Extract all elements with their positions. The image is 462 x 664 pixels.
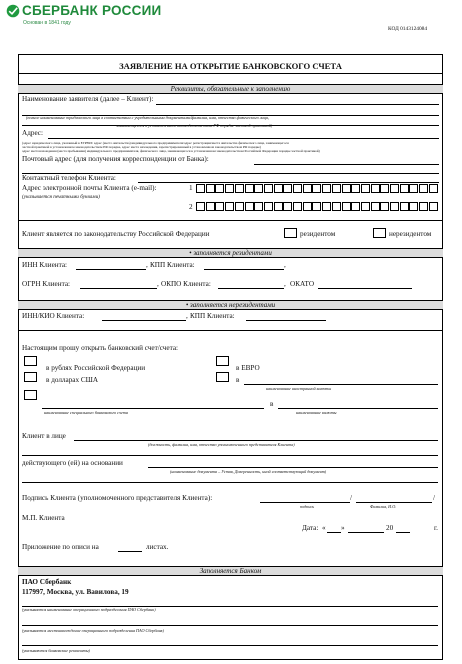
- resident-option-label: резидентом: [300, 230, 336, 238]
- email-char-cell[interactable]: [235, 202, 244, 211]
- email-char-cell[interactable]: [293, 184, 302, 193]
- resident-checkbox[interactable]: [284, 228, 297, 238]
- okato-label: ОКАТО: [290, 280, 315, 288]
- usd-label: в долларах США: [46, 376, 99, 384]
- email-char-cell[interactable]: [206, 184, 215, 193]
- nonresident-checkbox[interactable]: [373, 228, 386, 238]
- special-account-hint: наименование специального банковского счета: [44, 410, 128, 415]
- special-currency-hint: наименование валюты: [296, 410, 337, 415]
- bullet-icon: •: [189, 249, 194, 257]
- email-char-cell[interactable]: [400, 202, 409, 211]
- email-char-cell[interactable]: [206, 202, 215, 211]
- ogrn-field[interactable]: [80, 288, 157, 289]
- email-char-cell[interactable]: [429, 202, 438, 211]
- email-char-cell[interactable]: [235, 184, 244, 193]
- basis-field-2[interactable]: [22, 482, 438, 483]
- bank-address-value: 117997, Москва, ул. Вавилова, 19: [22, 588, 129, 596]
- stamp-label: М.П. Клиента: [22, 514, 65, 522]
- email-char-cell[interactable]: [245, 202, 254, 211]
- date-open-quote: «: [322, 524, 326, 532]
- address-label: Адрес:: [22, 129, 43, 137]
- basis-hint: (наименование документа – Устав, Доверенность, иной соответствующий документ): [170, 469, 327, 474]
- email-char-cell[interactable]: [225, 184, 234, 193]
- email-row-1-number: 1: [189, 184, 193, 192]
- email-char-cell[interactable]: [196, 184, 205, 193]
- required-band: Реквизиты, обязательные к заполнению: [18, 84, 443, 94]
- bank-founded: Основан в 1841 году: [23, 20, 71, 26]
- residents-band-label: заполняется резидентами: [193, 249, 272, 257]
- email-char-cell[interactable]: [254, 202, 263, 211]
- nonresidents-band-label: заполняется нерезидентами: [190, 301, 276, 309]
- email-char-cell[interactable]: [225, 202, 234, 211]
- comma-1: ,: [146, 261, 148, 269]
- email-char-cell[interactable]: [303, 184, 312, 193]
- comma-5: ,: [186, 312, 188, 320]
- bank-location-field[interactable]: [22, 625, 438, 626]
- email-char-cell[interactable]: [322, 202, 331, 211]
- email-char-cell[interactable]: [380, 184, 389, 193]
- special-account-checkbox[interactable]: [24, 390, 37, 400]
- person-field-2[interactable]: [22, 455, 438, 456]
- inn-label: ИНН Клиента:: [22, 261, 68, 269]
- email-char-cell[interactable]: [390, 184, 399, 193]
- applicant-name-label: Наименование заявителя (далее – Клиент):: [22, 95, 154, 103]
- email-hint: (указывается печатными буквами): [22, 194, 100, 200]
- applicant-name-field[interactable]: [156, 104, 439, 105]
- email-char-cell[interactable]: [312, 202, 321, 211]
- ogrn-label: ОГРН Клиента:: [22, 280, 71, 288]
- email-char-cell[interactable]: [264, 202, 273, 211]
- address-hint-1: (адрес юридического лица, указанный в ЕГРЮЛ/ адрес (место жительства) индивидуального предпринимателя/адрес регистрации/места жительства физического лица, занимающегося: [22, 141, 289, 145]
- bank-location-hint: (указывается местонахождение операционного подразделения ПАО Сбербанк): [22, 628, 165, 633]
- form-code: КОД 0143124084: [388, 26, 428, 32]
- inn-kio-field[interactable]: [102, 320, 186, 321]
- bullet-icon: •: [185, 301, 191, 309]
- other-currency-checkbox[interactable]: [216, 372, 229, 382]
- kpp-label: КПП Клиента:: [150, 261, 195, 269]
- request-intro: Настоящим прошу открыть банковский счет/счета:: [22, 344, 179, 352]
- email-char-cell[interactable]: [332, 202, 341, 211]
- signature-field[interactable]: [260, 502, 350, 503]
- special-account-in: в: [270, 400, 274, 408]
- comma-2: ,: [284, 261, 286, 269]
- rub-checkbox[interactable]: [24, 356, 37, 366]
- email-char-cell[interactable]: [332, 184, 341, 193]
- other-currency-hint: наименование иностранной валюты: [266, 386, 332, 391]
- applicant-name-hint-1: (полное наименование юридического лица в соответствии с учредительными документами/фамилия, имя, отчество физического лица,: [26, 115, 269, 120]
- email-char-cell[interactable]: [351, 184, 360, 193]
- bank-name-value: ПАО Сбербанк: [22, 578, 72, 586]
- date-close-quote: »: [341, 524, 345, 532]
- okato-field[interactable]: [318, 288, 412, 289]
- email-char-cell[interactable]: [303, 202, 312, 211]
- kpp-field[interactable]: [204, 269, 284, 270]
- email-char-cell[interactable]: [283, 202, 292, 211]
- nonresidents-band: [18, 300, 443, 310]
- email-row-2-number: 2: [189, 203, 193, 211]
- bank-logo: [6, 4, 20, 18]
- person-field[interactable]: [74, 440, 438, 441]
- email-char-cell[interactable]: [312, 184, 321, 193]
- applicant-name-hint-2: занимающегося в установленном законодательством РФ порядке частной практикой): [116, 123, 273, 128]
- address-hint-3: адрес местонахождения (места пребывания) индивидуального предпринимателя, физического лица, занимающегося в установленном законодательством Российской Федерации порядке частной практикой): [22, 149, 320, 153]
- eur-label: в ЕВРО: [236, 364, 260, 372]
- other-currency-field[interactable]: [244, 384, 438, 385]
- date-day-field[interactable]: [327, 532, 341, 533]
- signer-name-field[interactable]: [356, 502, 432, 503]
- email-char-cell[interactable]: [274, 184, 283, 193]
- inn-kio-label: ИНН/КИО Клиента:: [22, 312, 85, 320]
- date-year-prefix: 20: [386, 524, 394, 532]
- special-account-field[interactable]: [42, 408, 264, 409]
- email-char-cell[interactable]: [351, 202, 360, 211]
- email-label: Адрес электронной почты Клиента (e-mail):: [22, 184, 157, 192]
- special-currency-field[interactable]: [278, 408, 438, 409]
- person-hint: (должность, фамилия, имя, отчество уполномоченного представителя Клиента): [148, 442, 295, 447]
- email-char-cell[interactable]: [283, 184, 292, 193]
- email-char-cell[interactable]: [419, 184, 428, 193]
- nonresident-option-label: нерезидентом: [389, 230, 432, 238]
- email-char-cell[interactable]: [245, 184, 254, 193]
- resident-label: Клиент является по законодательству Российской Федерации: [22, 230, 210, 238]
- email-char-cell[interactable]: [264, 184, 273, 193]
- email-char-cell[interactable]: [215, 202, 224, 211]
- email-char-cell[interactable]: [409, 202, 418, 211]
- bank-name: СБЕРБАНК РОССИИ: [22, 3, 162, 18]
- sberbank-logo-icon: [6, 4, 20, 18]
- bank-details-hint: (указываются банковские реквизиты): [22, 648, 90, 653]
- bank-unit-hint: (указывается наименование операционного подразделения ПАО Сбербанк): [22, 607, 156, 612]
- email-char-cell[interactable]: [409, 184, 418, 193]
- slash-2: /: [433, 494, 435, 502]
- person-label: Клиент в лице: [22, 432, 66, 440]
- rub-label: в рублях Российской Федерации: [46, 364, 146, 372]
- eur-checkbox[interactable]: [216, 356, 229, 366]
- email-char-cell[interactable]: [322, 184, 331, 193]
- bank-details-field[interactable]: [22, 645, 438, 646]
- email-char-cell[interactable]: [380, 202, 389, 211]
- email-char-cell[interactable]: [196, 202, 205, 211]
- nr-kpp-field[interactable]: [246, 320, 326, 321]
- attachment-pages-field[interactable]: [118, 551, 142, 552]
- email-char-cell[interactable]: [419, 202, 428, 211]
- email-char-cell[interactable]: [342, 184, 351, 193]
- title-divider: [18, 73, 443, 74]
- comma-3: ,: [157, 280, 159, 288]
- signature-label: Подпись Клиента (уполномоченного представителя Клиента):: [22, 494, 213, 502]
- address-hint-2: частной практикой в установленном законодательством РФ порядке, адрес места нахождения, зарегистрированный в установленном законодательством РФ порядке): [22, 145, 261, 149]
- usd-checkbox[interactable]: [24, 372, 37, 382]
- date-month-field[interactable]: [348, 532, 384, 533]
- phone-field[interactable]: [138, 182, 439, 183]
- signature-hint: подпись: [300, 504, 315, 509]
- form-title: ЗАЯВЛЕНИЕ НА ОТКРЫТИЕ БАНКОВСКОГО СЧЕТА: [119, 61, 342, 71]
- email-char-cell[interactable]: [254, 184, 263, 193]
- attachment-label: Приложение по описи на: [22, 543, 99, 551]
- inn-field[interactable]: [76, 269, 146, 270]
- basis-label: действующего (ей) на основании: [22, 459, 123, 467]
- email-char-cell[interactable]: [215, 184, 224, 193]
- date-year-field[interactable]: [396, 532, 410, 533]
- email-char-cell[interactable]: [400, 184, 409, 193]
- bank-band: Заполняется Банком: [18, 566, 443, 576]
- resident-divider: [18, 220, 443, 221]
- email-char-cell[interactable]: [274, 202, 283, 211]
- date-label: Дата:: [302, 524, 319, 532]
- email-char-cell[interactable]: [342, 202, 351, 211]
- residents-band: [18, 248, 443, 258]
- email-char-cell[interactable]: [429, 184, 438, 193]
- nr-kpp-label: КПП Клиента:: [190, 312, 235, 320]
- comma-4: ,: [284, 280, 286, 288]
- date-year-suffix: г.: [434, 524, 438, 532]
- postal-field[interactable]: [254, 164, 439, 165]
- okpo-label: ОКПО Клиента:: [161, 280, 211, 288]
- email-char-cell[interactable]: [371, 184, 380, 193]
- okpo-field[interactable]: [218, 288, 284, 289]
- email-char-cell[interactable]: [390, 202, 399, 211]
- postal-label: Почтовый адрес (для получения корреспонденции от Банка):: [22, 155, 209, 163]
- email-char-cell[interactable]: [371, 202, 380, 211]
- signer-name-hint: Фамилия, И.О.: [370, 504, 397, 509]
- attachment-suffix: листах.: [146, 543, 169, 551]
- email-char-cell[interactable]: [361, 202, 370, 211]
- slash-1: /: [350, 494, 352, 502]
- address-field[interactable]: [48, 138, 439, 139]
- phone-label: Контактный телефон Клиента:: [22, 174, 116, 182]
- basis-field[interactable]: [148, 467, 438, 468]
- email-char-cell[interactable]: [293, 202, 302, 211]
- other-currency-prefix: в: [236, 376, 240, 384]
- nonresidents-divider: [18, 330, 443, 331]
- email-char-cell[interactable]: [361, 184, 370, 193]
